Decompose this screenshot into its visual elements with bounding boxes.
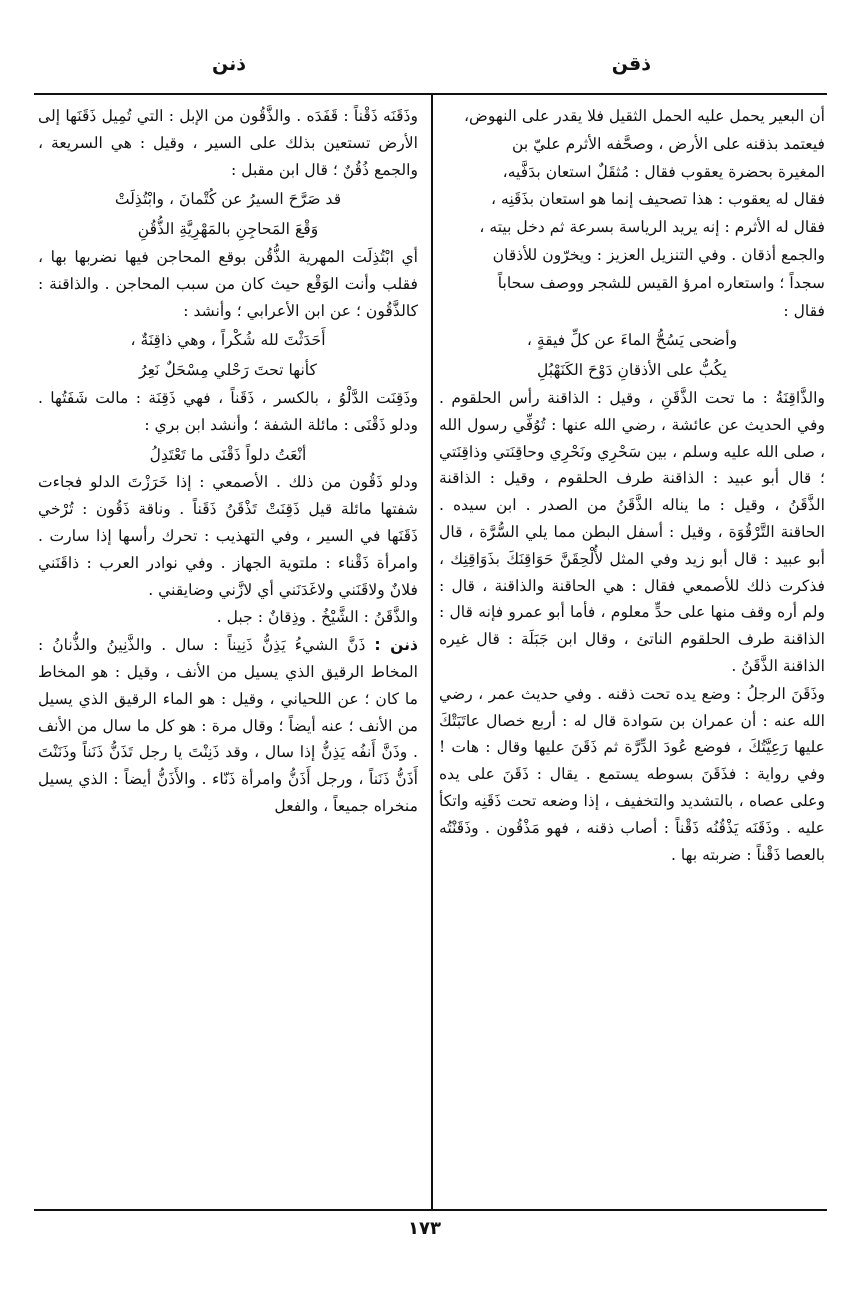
- paragraph: والذَّقَنُ : الشَّيْخُ . وذِقانٌ : جبل .: [216, 608, 418, 627]
- paragraph: سجداً ؛ واستعاره امرؤ القيس للشجر ووصف سحاباً: [497, 273, 825, 292]
- verse-line: قد صَرَّحَ السيرُ عن كُتْمانَ ، وابْتُذِلَتْ: [114, 190, 342, 209]
- verse-line: أَحَدَثْتَ لله شُكْراً ، وهي ذاقِنَةٌ ،: [130, 331, 326, 350]
- paragraph: المغيرة بحضرة يعقوب فقال : مُثقَلٌ استعان بدَفَّيه،: [502, 162, 825, 181]
- verse-line: أنْعَتُ دلواً ذَقْنَى ما تَعْتَدِلُ: [149, 445, 307, 464]
- paragraph: والذَّاقِنَةُ : ما تحت الذَّقَنِ ، وقيل : الذاقنة رأس الحلقوم . وفي الحديث عن عائشة ، رضي الله عنها : تُوُفِّي رسول الله ، صلى الله عليه وسلم ، بين سَحْرِي ونَحْرِي وحاقِنَتي وذاقِنَتي ؛ قال أبو عبيد : الذاقنة طرف الحلقوم ، وقيل : الذاقنة الذَّقَنُ ، وقيل : ما يناله الذَّقَنُ من الصدر . ابن سيده . الحاقنة التَّرْقُوَة ، وقيل : أسفل البطن مما يلي السُّرَّة ، قال أبو عبيد : قال أبو زيد وفي المثل لأُلْحِقَنَّ حَوَاقِنَكَ بذَوَاقِنِك ، فذكرت ذلك للأصمعي فقال : هي الحاقنة والذاقنة ، قال : ولم أره وقف منها على حدٍّ معلوم ، فأما أبو عمرو فإنه قال : الذاقنة طرف الحلقوم الناتئ ، وقال ابن جَبَلَة : قال غيره الذاقنة الذَّقَنُ .: [439, 388, 825, 675]
- column-divider: [431, 95, 433, 1209]
- entry-headword: ذنن :: [374, 636, 418, 655]
- page-number: ١٧٣: [408, 1218, 441, 1239]
- verse-line: كأنها تحتَ رَحْلي مِسْحَلٌ نَعِرُ: [139, 361, 317, 380]
- verse-line: يكُبُّ على الأذقانِ دَوْحَ الكَنَهْبُلِ: [536, 361, 728, 380]
- dictionary-entry: [38, 632, 418, 820]
- paragraph: ودلو ذَقُون من ذلك . الأصمعي : إذا خَرَزْتَ الدلو فجاءت شفتها مائلة قيل ذَقِنَتْ تَذْقَنُ ذَقَناً . وناقة ذَقُون : تُرْخي ذَقَنَها في السير ، وفي التهذيب : تحرك رأسها إذا سارت . وامرأة ذَقْناء : ملتوية الجهاز . وفي نوادر العرب : ذاقَنَني فلانٌ ولاقَنَني ولاغَدَنَني أي لازَّني وضايقني .: [38, 473, 418, 599]
- right-column: [439, 103, 825, 1205]
- paragraph: وذَقَنَه ذَقْناً : قَفَدَه . والذَّقُون من الإبل : التي تُمِيل ذَقَنَها إلى الأرض تستعين بذلك على السير ، وقيل : هي السريعة ، والجمع ذُقُنٌ ؛ قال ابن مقبل :: [38, 107, 418, 179]
- verse-line: وَقْعَ المَحاجِنِ بالمَهْرِيَّةِ الذُّقُنِ: [137, 220, 319, 239]
- headword-left: ذنن: [212, 53, 246, 75]
- paragraph: وذَقَنَ الرجلُ : وضع يده تحت ذقنه . وفي حديث عمر ، رضي الله عنه : أن عمران بن سَوادة قال له : أربع خصال عاتَبَتْكَ عليها رَعِيَّتُكَ ، فوضع عُودَ الدِّرَّة ثم ذَقَنَ عليها وقال : هات ! وفي رواية : فذَقَنَ بسوطه يستمع . يقال : ذَقَنَ على يده وعلى عصاه ، بالتشديد والتخفيف ، إذا وضعه تحت ذَقَنِه واتكأ عليه . وذَقَنَه يَذْقُنُه ذَقْناً : أصاب ذقنه ، فهو مَذْقُون . وذَقَنْتُه بالعصا ذَقْناً : ضربته بها .: [439, 684, 825, 864]
- paragraph: فقال له الأثرم : إنه يريد الرياسة بسرعة ثم دخل بيته ،: [479, 218, 825, 237]
- verse-line: وأضحى يَسُحُّ الماءَ عن كلِّ فيقةٍ ،: [526, 331, 738, 350]
- paragraph: فقال :: [783, 301, 825, 320]
- paragraph: والجمع أذقان . وفي التنزيل العزيز : ويخرّون للأذقان: [492, 245, 825, 264]
- page-frame: [34, 93, 827, 1211]
- paragraph: أي ابْتُذِلَت المهرية الذُّقُن بوقع المحاجن فيها نضربها بها ، فقلب وأنت الوَقْع حيث كان من سبب المحاجن . والذاقنة : كالذَّقُون ؛ عن ابن الأعرابي ؛ وأنشد :: [38, 247, 418, 320]
- entry-text: ذَنَّ الشيءُ يَذِنُّ ذَنِيناً : سال . والذَّنِينُ والذُّنانُ : المخاط الرقيق الذي يسيل من الأنف ، وقيل : هو المخاط ما كان ؛ عن اللحياني ، وقيل : هو الماء الرقيق الذي يسيل من الأنف ؛ عنه أيضاً ؛ وقال مرة : هو كل ما سال من الأنف . وذَنَّ أَنفُه يَذِنُّ إذا سال ، وقد ذَنِنْتَ يا رجل تَذَنُّ ذَنَناً وذَنَنْتَ أَذَنُّ ذَنَناً ، ورجل أَذَنُّ وامرأة ذَنّاء . والأَذَنُّ أيضاً : الذي يسيل منخراه جميعاً ، والفعل: [38, 636, 418, 815]
- headword-right: ذقن: [611, 53, 651, 75]
- paragraph: فيعتمد بذقنه على الأرض ، وصحَّفه الأثرم عليّ بن: [512, 134, 825, 153]
- paragraph: وذَقِنَت الدَّلْوُ ، بالكسر ، ذَقَناً ، فهي ذَقِنَة : مالت شَفَتُها . ودلو ذَقْنَى : مائلة الشفة ؛ وأنشد ابن بري :: [38, 388, 418, 434]
- paragraph: فقال له يعقوب : هذا تصحيف إنما هو استعان بذَقَنِه ،: [491, 190, 825, 209]
- paragraph: أن البعير يحمل عليه الحمل الثقيل فلا يقدر على النهوض،: [463, 107, 825, 125]
- left-column: [38, 103, 418, 1205]
